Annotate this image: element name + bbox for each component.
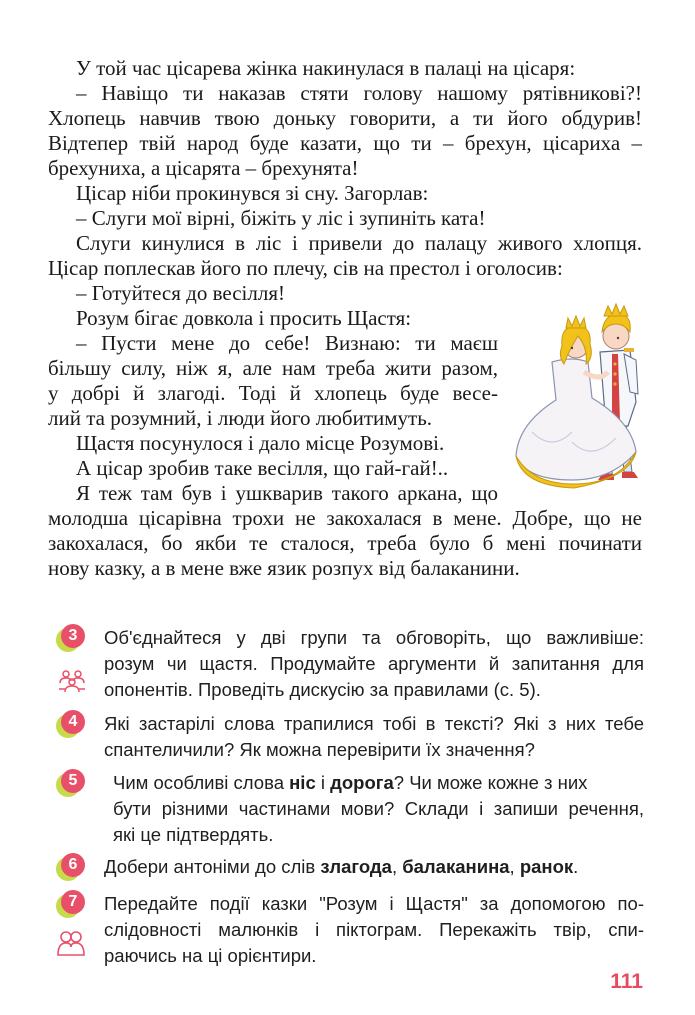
- task-7-line: слідовності малюнків і піктограм. Перекажіть твір, спи-: [104, 919, 644, 940]
- task-5-keyword: ніс: [289, 772, 316, 793]
- task-6-keyword: балаканина: [402, 856, 510, 877]
- story-line: – Готуйтеся до весілля!: [76, 281, 285, 305]
- story-line: нову казку, а в мене вже язик розпух від балаканини.: [48, 556, 520, 580]
- task-number-badge: 6: [61, 853, 85, 877]
- task-5-line: які це підтвердять.: [113, 824, 274, 845]
- story-line: Цісар ніби прокинувся зі сну. Загорлав:: [76, 181, 429, 205]
- story-line: У той час цісарева жінка накинулася в палаці на цісаря:: [76, 56, 576, 80]
- task-4-line: спантеличили? Як можна перевірити їх значення?: [104, 739, 535, 760]
- task-6-text: Добери антоніми до слів: [104, 856, 321, 877]
- story-line: брехуниха, а цісарята – брехунята!: [48, 156, 359, 180]
- story-line: у добрі й злагоді. Тоді й хлопець буде весе-: [48, 381, 498, 405]
- story-line: Хлопець навчив твою доньку говорити, а ти його обдурив!: [48, 106, 642, 130]
- story-line: лий та розумний, і люди його любитимуть.: [48, 406, 433, 430]
- task-3-line: опонентів. Проведіть дискусію за правилами (с. 5).: [104, 679, 541, 700]
- task-3-line: розум чи щастя. Продумайте аргументи й запитання для: [104, 653, 644, 674]
- task-number-badge: 3: [61, 624, 85, 648]
- pair-work-icon: [56, 929, 86, 959]
- task-6-keyword: ранок: [519, 856, 574, 877]
- story-line: Я теж там був і ушкварив такого аркана, що: [76, 481, 498, 505]
- task-6-text: ,: [391, 856, 403, 877]
- task-number-badge: 5: [61, 769, 85, 793]
- task-7-line: Передайте події казки "Розум і Щастя" за допомогою по-: [104, 893, 644, 914]
- task-5-text: Чим особливі слова: [113, 772, 290, 793]
- task-5-segment: [113, 771, 587, 795]
- story-line: закохалася, бо якби те сталося, треба було б мені починати: [48, 531, 642, 555]
- story-line: молодша цісарівна трохи не закохалася в мене. Добре, що не: [48, 506, 642, 530]
- task-number-badge: 7: [61, 890, 85, 914]
- task-7-line: раючись на ці орієнтири.: [104, 945, 317, 966]
- task-3-line: Об'єднайтеся у дві групи та обговоріть, що важливіше:: [104, 627, 644, 648]
- story-line: Відтепер твій народ буде казати, що ти – брехун, цісариха –: [48, 131, 642, 155]
- story-line: Щастя посунулося і дало місце Розумові.: [76, 431, 445, 455]
- story-line: Цісар поплескав його по плечу, сів на престол і оголосив:: [48, 256, 563, 280]
- dancing-couple-illustration: [512, 302, 652, 492]
- story-line: – Навіщо ти наказав стяти голову нашому рятівникові?!: [76, 81, 642, 105]
- story-line: Слуги кинулися в ліс і привели до палацу живого хлопця.: [76, 231, 642, 255]
- story-line: А цісар зробив таке весілля, що гай-гай!..: [76, 456, 449, 480]
- story-line: – Пусти мене до себе! Визнаю: ти маєш: [76, 331, 498, 355]
- task-6-text: .: [573, 856, 579, 877]
- task-number-badge: 4: [61, 710, 85, 734]
- task-4-line: Які застарілі слова трапилися тобі в тексті? Які з них тебе: [104, 713, 644, 734]
- story-line: більшу силу, ніж я, але нам треба жити разом,: [48, 356, 498, 380]
- page-number: 111: [610, 970, 643, 993]
- task-5-line: бути різними частинами мови? Склади і запиши речення,: [113, 798, 644, 819]
- task-5-keyword: дорога: [330, 772, 394, 793]
- task-5-text: і: [315, 772, 331, 793]
- group-discussion-icon: [57, 669, 87, 695]
- task-5-line: [113, 771, 644, 795]
- task-6-line: [104, 855, 578, 879]
- story-line: – Слуги мої вірні, біжіть у ліс і зупиніть ката!: [76, 206, 486, 230]
- task-5-text: ? Чи може кожне з них: [393, 772, 588, 793]
- task-6-text: ,: [509, 856, 520, 877]
- story-line: Розум бігає довкола і просить Щастя:: [76, 306, 412, 330]
- task-6-keyword: злагода: [320, 856, 392, 877]
